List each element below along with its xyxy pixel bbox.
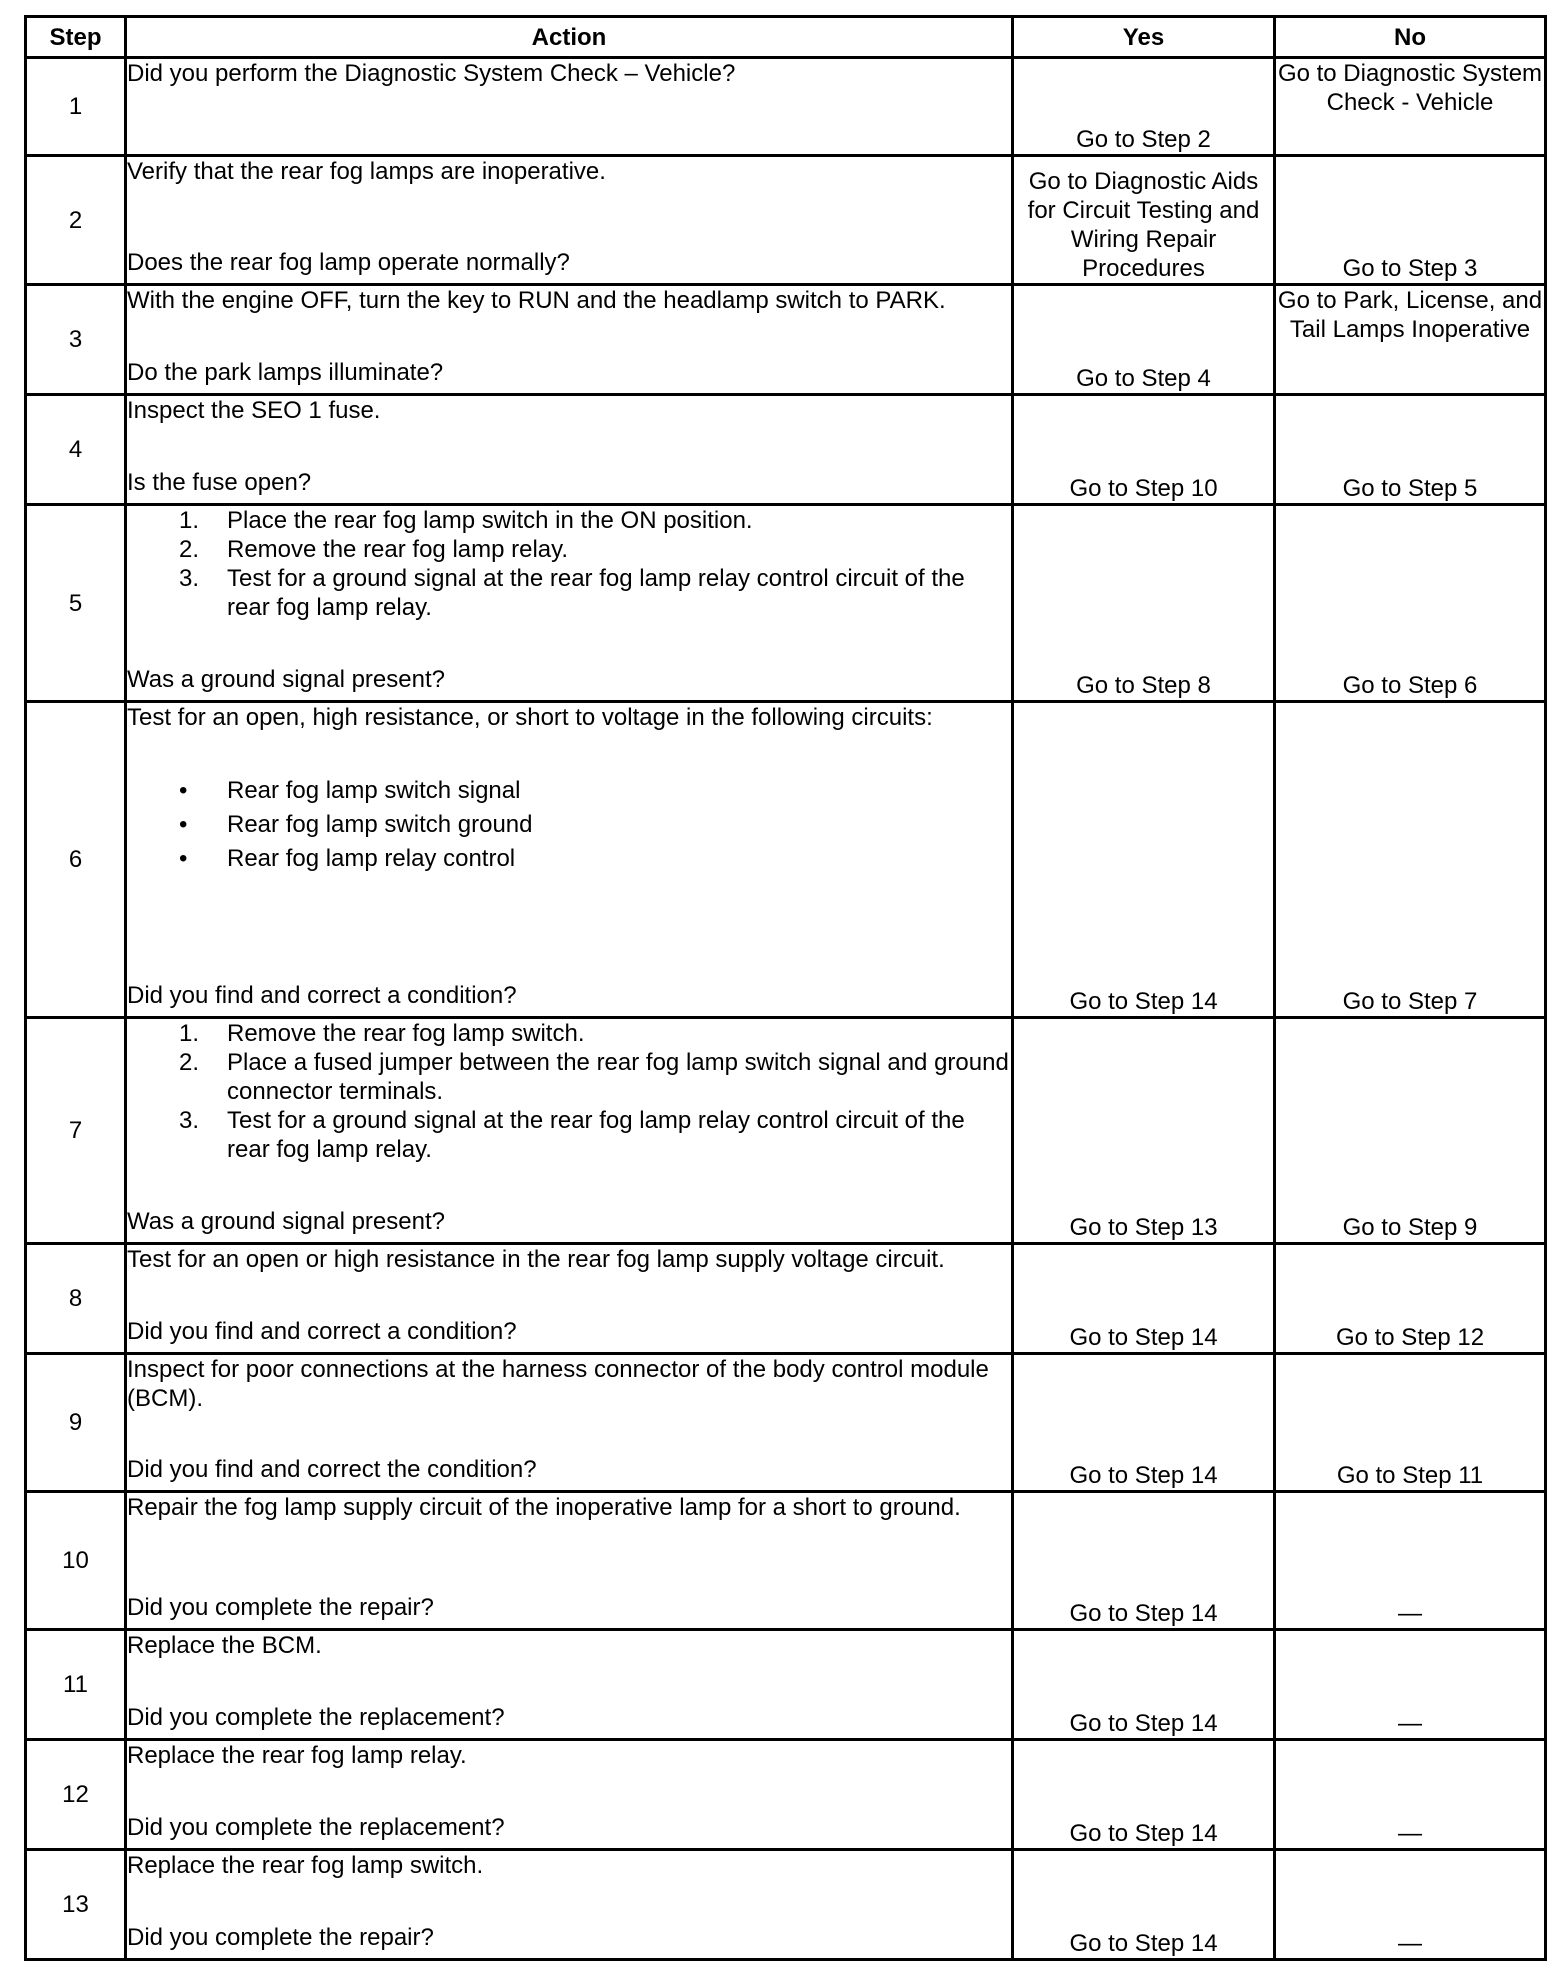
list-item <box>127 535 1011 564</box>
action-text: Test for an open or high resistance in the rear fog lamp supply voltage circuit. <box>127 1246 945 1273</box>
table-row <box>26 395 1546 505</box>
action-instructions <box>127 1631 1011 1660</box>
action-cell <box>126 505 1013 702</box>
yes-result: Go to Step 13 <box>1013 1018 1275 1244</box>
step-number: 5 <box>26 505 126 702</box>
action-content <box>127 1493 1011 1622</box>
no-result: Go to Step 9 <box>1275 1018 1546 1244</box>
step-number: 10 <box>26 1492 126 1630</box>
action-text: Repair the fog lamp supply circuit of the inoperative lamp for a short to ground. <box>127 1494 961 1521</box>
list-item-number: 3. <box>179 1107 200 1134</box>
action-instructions <box>127 286 1011 315</box>
action-content <box>127 1355 1011 1484</box>
no-result: Go to Diagnostic System Check - Vehicle <box>1275 58 1546 156</box>
no-result: Go to Step 12 <box>1275 1244 1546 1354</box>
list-item <box>127 1048 1011 1106</box>
action-question: Does the rear fog lamp operate normally? <box>127 249 570 276</box>
list-item-text: Place the rear fog lamp switch in the ON position. <box>227 507 753 534</box>
no-result: — <box>1275 1740 1546 1850</box>
action-instructions <box>127 1851 1011 1880</box>
no-result: Go to Park, License, and Tail Lamps Inoperative <box>1275 285 1546 395</box>
no-result: — <box>1275 1850 1546 1960</box>
bullet-item-text: Rear fog lamp switch signal <box>227 777 521 804</box>
table-row <box>26 1850 1546 1960</box>
action-cell <box>126 156 1013 285</box>
action-instructions <box>127 506 1011 622</box>
table-row <box>26 285 1546 395</box>
table-row <box>26 505 1546 702</box>
action-text: Inspect the SEO 1 fuse. <box>127 397 381 424</box>
step-number: 8 <box>26 1244 126 1354</box>
action-question: Did you complete the replacement? <box>127 1704 505 1731</box>
action-question: Was a ground signal present? <box>127 666 445 693</box>
action-content <box>127 59 1011 148</box>
action-cell <box>126 1630 1013 1740</box>
bullet-item <box>127 808 1011 842</box>
action-content <box>127 286 1011 387</box>
list-item <box>127 1019 1011 1048</box>
header-row <box>26 17 1546 58</box>
list-item <box>127 1106 1011 1164</box>
bullet-item <box>127 774 1011 808</box>
step-number: 11 <box>26 1630 126 1740</box>
action-content <box>127 1245 1011 1346</box>
action-question: Is the fuse open? <box>127 469 312 496</box>
action-cell <box>126 1492 1013 1630</box>
no-result: — <box>1275 1492 1546 1630</box>
list-item-number: 3. <box>179 565 200 592</box>
header-yes: Yes <box>1013 17 1275 58</box>
action-text: With the engine OFF, turn the key to RUN and the headlamp switch to PARK. <box>127 287 946 314</box>
action-cell <box>126 1244 1013 1354</box>
action-instructions <box>127 157 1011 186</box>
action-instructions <box>127 59 1011 88</box>
yes-result: Go to Step 14 <box>1013 1740 1275 1850</box>
table-row <box>26 1354 1546 1492</box>
action-cell <box>126 1740 1013 1850</box>
action-cell <box>126 285 1013 395</box>
table-row <box>26 1492 1546 1630</box>
table-row <box>26 1018 1546 1244</box>
table-row <box>26 1630 1546 1740</box>
action-instructions <box>127 1493 1011 1522</box>
list-item-text: Test for a ground signal at the rear fog lamp relay control circuit of the rear fog lamp relay. <box>227 565 965 621</box>
action-cell <box>126 395 1013 505</box>
action-cell <box>126 1018 1013 1244</box>
yes-result: Go to Step 8 <box>1013 505 1275 702</box>
table-row <box>26 1244 1546 1354</box>
no-result: Go to Step 6 <box>1275 505 1546 702</box>
action-instructions <box>127 1245 1011 1274</box>
action-cell <box>126 1850 1013 1960</box>
bullet-icon: • <box>179 811 188 838</box>
header-step: Step <box>26 17 126 58</box>
bullet-icon: • <box>179 845 188 872</box>
action-text: Inspect for poor connections at the harness connector of the body control module (BCM). <box>127 1356 989 1412</box>
action-cell <box>126 58 1013 156</box>
action-question: Did you complete the repair? <box>127 1924 434 1951</box>
header-action: Action <box>126 17 1013 58</box>
table-row <box>26 58 1546 156</box>
action-content <box>127 157 1011 277</box>
no-result: Go to Step 5 <box>1275 395 1546 505</box>
action-cell <box>126 1354 1013 1492</box>
yes-result: Go to Step 10 <box>1013 395 1275 505</box>
list-item-text: Remove the rear fog lamp switch. <box>227 1020 585 1047</box>
action-instructions <box>127 1741 1011 1770</box>
table-row <box>26 1740 1546 1850</box>
action-text: Replace the rear fog lamp switch. <box>127 1852 484 1879</box>
list-item-text: Place a fused jumper between the rear fog lamp switch signal and ground connector terminals. <box>227 1049 1009 1105</box>
yes-result: Go to Step 4 <box>1013 285 1275 395</box>
step-number: 4 <box>26 395 126 505</box>
diagnostic-table <box>24 15 1547 1961</box>
step-number: 6 <box>26 702 126 1018</box>
numbered-list <box>127 506 1011 622</box>
action-content <box>127 1851 1011 1952</box>
list-item-number: 2. <box>179 1049 200 1076</box>
table-body <box>26 58 1546 1960</box>
action-instructions <box>127 396 1011 425</box>
action-content <box>127 1631 1011 1732</box>
action-content <box>127 1019 1011 1236</box>
action-question: Did you find and correct a condition? <box>127 982 517 1009</box>
step-number: 9 <box>26 1354 126 1492</box>
list-item <box>127 564 1011 622</box>
action-question: Was a ground signal present? <box>127 1208 445 1235</box>
bullet-item <box>127 842 1011 876</box>
action-instructions <box>127 703 1011 876</box>
action-instructions <box>127 1019 1011 1164</box>
action-text: Replace the rear fog lamp relay. <box>127 1742 467 1769</box>
no-result: Go to Step 11 <box>1275 1354 1546 1492</box>
step-number: 1 <box>26 58 126 156</box>
yes-result: Go to Diagnostic Aids for Circuit Testing and Wiring Repair Procedures <box>1013 156 1275 285</box>
bullet-icon: • <box>179 777 188 804</box>
action-text: Replace the BCM. <box>127 1632 322 1659</box>
table-row <box>26 156 1546 285</box>
action-question: Did you complete the repair? <box>127 1594 434 1621</box>
action-question: Did you complete the replacement? <box>127 1814 505 1841</box>
yes-result: Go to Step 14 <box>1013 1244 1275 1354</box>
bullet-item-text: Rear fog lamp relay control <box>227 845 516 872</box>
no-result: Go to Step 7 <box>1275 702 1546 1018</box>
step-number: 13 <box>26 1850 126 1960</box>
action-content <box>127 396 1011 497</box>
yes-result: Go to Step 14 <box>1013 702 1275 1018</box>
table-row <box>26 702 1546 1018</box>
list-item-number: 1. <box>179 1020 200 1047</box>
action-cell <box>126 702 1013 1018</box>
action-text: Verify that the rear fog lamps are inoperative. <box>127 158 606 185</box>
yes-result: Go to Step 14 <box>1013 1850 1275 1960</box>
action-instructions <box>127 1355 1011 1413</box>
no-result: Go to Step 3 <box>1275 156 1546 285</box>
action-question: Do the park lamps illuminate? <box>127 359 444 386</box>
step-number: 2 <box>26 156 126 285</box>
list-item <box>127 506 1011 535</box>
yes-result: Go to Step 14 <box>1013 1630 1275 1740</box>
bullet-list <box>127 774 1011 876</box>
no-result: — <box>1275 1630 1546 1740</box>
action-content <box>127 506 1011 694</box>
bullet-item-text: Rear fog lamp switch ground <box>227 811 533 838</box>
action-content <box>127 703 1011 1010</box>
step-number: 12 <box>26 1740 126 1850</box>
list-item-number: 1. <box>179 507 200 534</box>
action-content <box>127 1741 1011 1842</box>
numbered-list <box>127 1019 1011 1164</box>
step-number: 7 <box>26 1018 126 1244</box>
list-item-text: Remove the rear fog lamp relay. <box>227 536 569 563</box>
action-question: Did you find and correct a condition? <box>127 1318 517 1345</box>
step-number: 3 <box>26 285 126 395</box>
action-text: Did you perform the Diagnostic System Check – Vehicle? <box>127 60 736 87</box>
yes-result: Go to Step 2 <box>1013 58 1275 156</box>
list-item-number: 2. <box>179 536 200 563</box>
list-item-text: Test for a ground signal at the rear fog lamp relay control circuit of the rear fog lamp relay. <box>227 1107 965 1163</box>
action-question: Did you find and correct the condition? <box>127 1456 537 1483</box>
yes-result: Go to Step 14 <box>1013 1492 1275 1630</box>
yes-result: Go to Step 14 <box>1013 1354 1275 1492</box>
action-text: Test for an open, high resistance, or short to voltage in the following circuits: <box>127 704 933 731</box>
header-no: No <box>1275 17 1546 58</box>
